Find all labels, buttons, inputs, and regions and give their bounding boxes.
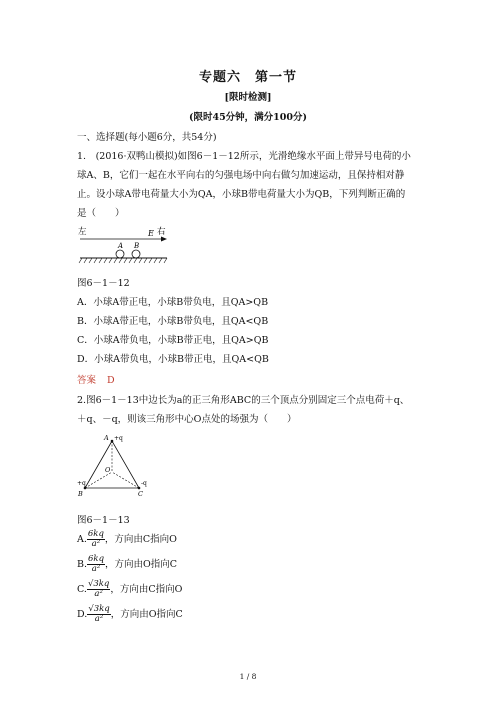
fraction xyxy=(87,530,105,549)
label-b-charge: +q xyxy=(77,480,86,487)
page-title: 专题六 第一节 xyxy=(198,70,297,85)
label-ball-b: B xyxy=(134,242,140,250)
fraction-numerator: √3kq xyxy=(88,604,110,614)
ball-a xyxy=(116,250,124,258)
q2-option-d-label: D. xyxy=(77,609,88,620)
fraction-numerator: 6kq xyxy=(87,529,104,539)
q2-figure xyxy=(75,432,155,502)
q2-option-a-label: A. xyxy=(77,534,87,545)
fraction-denominator: a² xyxy=(91,539,101,549)
q1-line-4: 是（ ） xyxy=(77,208,125,219)
fraction-numerator: √3kq xyxy=(87,579,110,589)
q1-answer-row xyxy=(77,374,115,387)
q1-line-1: 1. (2016·双鸭山模拟)如图6－1－12所示，光滑绝缘水平面上带异号电荷的小 xyxy=(77,151,411,162)
median-c xyxy=(112,472,139,488)
q1-option-a: A．小球A带正电，小球B带负电，且QA>QB xyxy=(77,297,269,308)
q2-option-a xyxy=(77,530,177,549)
q2-line-1: 2.图6－1－13中边长为a的正三角形ABC的三个顶点分别固定三个点电荷＋q、 xyxy=(77,395,410,406)
answer-value: D xyxy=(107,375,115,386)
q2-option-b xyxy=(77,555,177,574)
fraction xyxy=(87,605,110,624)
q1-line-2: 球A、B，它们一起在水平向右的匀强电场中向右做匀加速运动，且保持相对静 xyxy=(77,170,405,181)
label-o: O xyxy=(105,466,111,474)
fraction-denominator: a² xyxy=(91,564,101,574)
fraction-denominator: a² xyxy=(94,589,103,599)
page-number: 1 / 8 xyxy=(239,672,257,681)
fraction xyxy=(87,580,110,599)
label-ball-a: A xyxy=(118,242,124,250)
section-heading: 一、选择题(每小题6分，共54分) xyxy=(77,132,217,143)
q1-option-c: C．小球A带负电，小球B带正电，且QA>QB xyxy=(77,335,269,346)
vertex-b-dot xyxy=(84,487,87,490)
q2-option-a-text: ，方向由C指向O xyxy=(104,534,177,545)
label-c-charge: -q xyxy=(141,480,147,487)
section-subtitle: [限时检测] xyxy=(224,92,272,103)
label-c: C xyxy=(138,490,143,498)
label-a: A xyxy=(104,434,109,442)
time-limit: (限时45分钟，满分100分) xyxy=(188,112,308,123)
q2-option-c-label: C. xyxy=(77,584,87,595)
label-left: 左 xyxy=(78,227,87,237)
vertex-a-dot xyxy=(111,440,114,443)
q1-option-b: B．小球A带正电，小球B带负电，且QA<QB xyxy=(77,316,269,327)
q2-option-b-text: ，方向由O指向C xyxy=(105,559,178,570)
label-a-charge: +q xyxy=(114,435,123,442)
field-arrow-icon xyxy=(161,237,167,242)
ground-hatching xyxy=(79,258,167,263)
answer-label: 答案 xyxy=(77,375,97,386)
label-b: B xyxy=(78,490,83,498)
q2-option-b-label: B. xyxy=(77,559,88,570)
q1-line-3: 止。设小球A带电荷量大小为QA，小球B带电荷量大小为QB，下列判断正确的 xyxy=(77,189,406,200)
q1-caption: 图6－1－12 xyxy=(77,278,130,289)
q2-option-c xyxy=(77,580,182,599)
q2-option-c-text: ，方向由C指向O xyxy=(110,584,183,595)
fraction xyxy=(87,555,105,574)
median-b xyxy=(85,472,112,488)
q2-line-2: ＋q、－q，则该三角形中心O点处的场强为（ ） xyxy=(77,414,297,425)
q2-option-d xyxy=(77,605,183,624)
fraction-numerator: 6kq xyxy=(88,554,105,564)
fraction-denominator: a² xyxy=(94,614,104,624)
label-right: 右 xyxy=(157,227,166,237)
ball-b xyxy=(132,250,140,258)
q2-caption: 图6－1－13 xyxy=(77,515,130,526)
vertex-c-dot xyxy=(138,487,141,490)
q1-figure xyxy=(75,224,175,266)
q2-option-d-text: ，方向由O指向C xyxy=(110,609,183,620)
q1-option-d: D．小球A带负电，小球B带正电，且QA<QB xyxy=(77,354,269,365)
label-field: E xyxy=(148,229,154,238)
